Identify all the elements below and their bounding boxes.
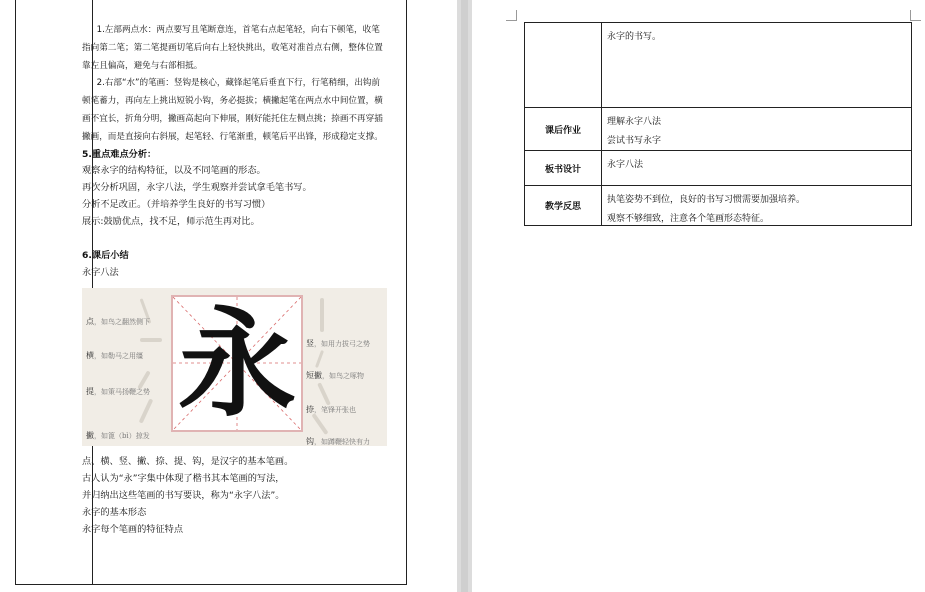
table-row[interactable] [524, 151, 912, 186]
table-row[interactable] [524, 22, 912, 108]
table-content-cell[interactable] [82, 22, 387, 538]
yong-character: 永 [177, 293, 296, 433]
label-left-falling: 撇，如篦（bì）掠发 [86, 430, 150, 440]
row-label-homework: 课后作业 [525, 108, 602, 150]
summary-line: 点、横、竖、撇、捺、提、钩，是汉字的基本笔画。 [82, 455, 294, 467]
crop-mark [506, 10, 517, 21]
section6-subheading: 永字八法 [82, 267, 119, 279]
paragraph-left-radical: 1.左部两点水：两点要写且笔断意连，首笔右点起笔轻，向右下顿笔，收笔指向第二笔；第二笔提画切笔后向右上轻快挑出，收笔对准首点右侧，整体位置靠左且偏高，避免与右部相抵。 [82, 25, 383, 71]
label-short-left-falling: 短撇，如鸟之啄物 [306, 370, 364, 380]
row-content: 理解永字八法 尝试书写永字 [607, 117, 662, 146]
page-gap [457, 0, 472, 592]
section5-line: 展示:鼓励优点，找不足，师示范生再对比。 [82, 216, 260, 228]
label-horizontal: 横，如勒马之用缰 [86, 350, 143, 360]
section5-line: 观察永字的结构特征，以及不同笔画的形态。 [82, 165, 266, 177]
page-divider [461, 0, 468, 592]
section5-line: 再次分析巩固，永字八法，学生观察并尝试拿毛笔书写。 [82, 182, 312, 194]
label-vertical: 竖，如用力拔弓之势 [306, 338, 370, 348]
document-page-right [472, 0, 925, 592]
document-page-left [0, 0, 457, 592]
row-content: 永字的书写。 [607, 32, 662, 42]
row-content: 执笔姿势不到位，良好的书写习惯需要加强培养。 观察不够细致，注意各个笔画形态特征。 [607, 195, 806, 224]
yong-eight-principles-image[interactable] [82, 288, 387, 446]
label-right-falling: 捺，笔锋开张也 [306, 404, 356, 414]
crop-mark [910, 10, 921, 21]
lesson-table-continued [524, 22, 912, 226]
section6-heading: 6.课后小结 [82, 250, 129, 262]
character-practice-grid [171, 295, 303, 432]
label-dot: 点，如鸟之翻然侧下 [86, 316, 150, 326]
summary-line: 并归纳出这些笔画的书写要诀，称为“永字八法”。 [82, 489, 285, 501]
table-row[interactable] [524, 108, 912, 151]
table-row[interactable] [524, 186, 912, 226]
summary-line: 永字的基本形态 [82, 506, 147, 518]
row-content: 永字八法 [607, 160, 644, 170]
label-rise: 提，如策马扬鞭之势 [86, 386, 150, 396]
row-label-reflection: 教学反思 [525, 186, 602, 225]
summary-line: 古人认为“永”字集中体现了楷书其本笔画的写法， [82, 472, 285, 484]
label-hook: 钩，如蹲鞭轻快有力 [306, 436, 370, 446]
section5-heading: 5.重点难点分析： [82, 148, 157, 160]
row-label-board-design: 板书设计 [525, 151, 602, 185]
summary-line: 永字每个笔画的特征特点 [82, 523, 184, 535]
paragraph-right-radical: 2.右部“水”的笔画：竖钩是核心，藏锋起笔后垂直下行，行笔稍细，出钩前顿笔蓄力，再向左上挑出短锐小钩，务必挺拔；横撇起笔在两点水中间位置，横画不宜长，折角分明，撇画高起向下伸展，刚好能托住左侧点挑；捺画不再穿插撇画，而是直接向右斜展，起笔轻、行笔渐重，顿笔后平出锋，形成稳定支撑。 [82, 78, 383, 142]
section5-line: 分析不足改正。（并培养学生良好的书写习惯） [82, 199, 271, 211]
row-label [525, 23, 602, 107]
